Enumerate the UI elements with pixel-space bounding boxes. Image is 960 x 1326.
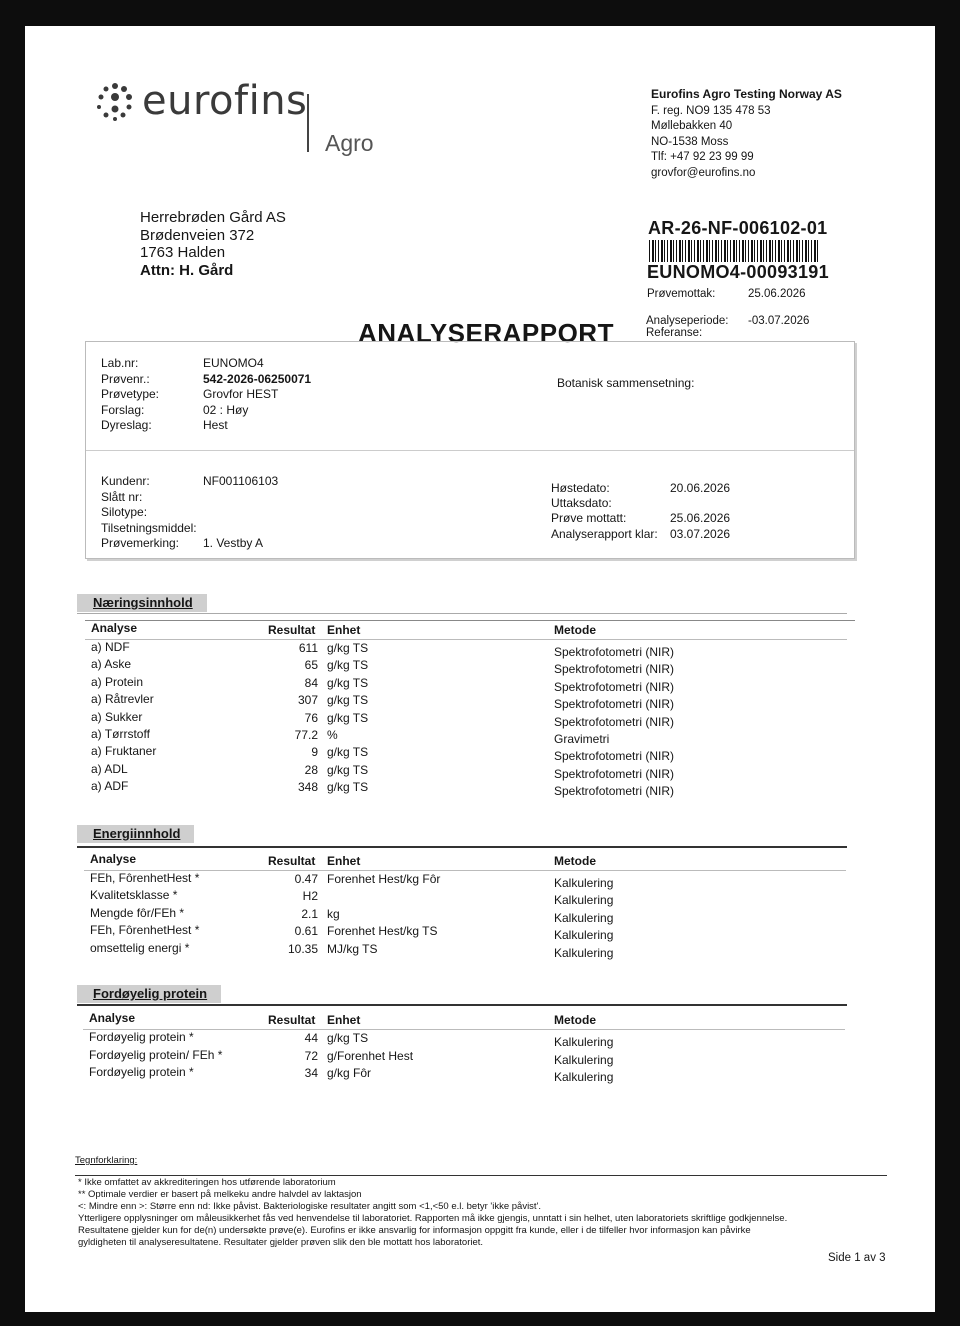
table-cell-enhet: g/kg TS (327, 1031, 369, 1045)
table-cell-analyse: a) Tørrstoff (91, 727, 150, 741)
table-cell-analyse: FEh, FôrenhetHest * (90, 923, 200, 938)
table-cell-analyse: Fordøyelig protein * (89, 1065, 194, 1080)
column-header-enhet: Enhet (327, 623, 361, 637)
info-value: 542-2026-06250071 (203, 371, 312, 386)
info-label: Kundenr: (101, 474, 150, 488)
table-cell-resultat: 348 (297, 780, 318, 795)
legend-line: * Ikke omfattet av akkrediteringen hos utførende laboratorium (78, 1177, 336, 1188)
table-cell-enhet: g/kg TS (327, 710, 369, 725)
referanse-label: Referanse: (646, 327, 703, 339)
table-cell-resultat: 84 (304, 675, 318, 690)
table-cell-resultat: 77.2 (294, 728, 318, 742)
info-value: 02 : Høy (203, 402, 249, 417)
table-cell-analyse: Mengde fôr/FEh * (90, 905, 185, 920)
info-value: Hest (203, 418, 228, 432)
table-cell-enhet: MJ/kg TS (327, 941, 378, 956)
table-cell-analyse: a) ADF (91, 779, 129, 794)
column-header-analyse: Analyse (91, 621, 138, 635)
column-header-metode: Metode (554, 1013, 596, 1027)
table-cell-enhet: g/kg TS (327, 780, 369, 795)
table-cell-enhet: % (327, 728, 338, 742)
table-cell-metode: Spektrofotometri (NIR) (554, 662, 675, 677)
company-postal: NO-1538 Moss (651, 135, 729, 148)
table-cell-enhet: g/kg Fôr (327, 1066, 372, 1081)
table-cell-analyse: a) ADL (91, 761, 128, 776)
info-label: Uttaksdato: (551, 496, 612, 511)
table-cell-analyse: Fordøyelig protein * (89, 1030, 194, 1044)
info-value: NF001106103 (203, 474, 279, 488)
info-label: Høstedato: (551, 481, 610, 495)
table-cell-enhet: g/kg TS (327, 641, 369, 655)
table-cell-analyse: Fordøyelig protein/ FEh * (89, 1047, 223, 1062)
botanisk-label: Botanisk sammensetning: (557, 376, 695, 390)
info-label: Tilsetningsmiddel: (101, 520, 197, 535)
company-address (651, 87, 842, 181)
legend-lines (78, 1177, 787, 1249)
info-value: 03.07.2026 (670, 526, 731, 541)
table-cell-resultat: 2.1 (301, 906, 318, 921)
table-cell-metode: Spektrofotometri (NIR) (554, 697, 675, 712)
provemottak-label: Prøvemottak: (647, 288, 716, 300)
recipient-postal: 1763 Halden (140, 244, 226, 261)
legend-title: Tegnforklaring: (75, 1155, 138, 1166)
table-header-rule (85, 639, 847, 640)
recipient-address (140, 209, 286, 279)
report-number: AR-26-NF-006102-01 (648, 218, 828, 238)
table-cell-metode: Spektrofotometri (NIR) (554, 714, 675, 729)
section-title-naering: Næringsinnhold (77, 594, 207, 612)
table-cell-enhet: g/kg TS (327, 675, 369, 690)
periode-label: Analyseperiode: (646, 315, 729, 327)
column-header-metode: Metode (554, 854, 596, 868)
column-header-enhet: Enhet (327, 1013, 361, 1027)
table-cell-enhet: g/kg TS (327, 693, 369, 708)
table-header-rule (83, 1029, 845, 1030)
info-value: 25.06.2026 (670, 511, 731, 526)
table-cell-resultat: 0.61 (294, 924, 318, 939)
table-cell-analyse: a) Råtrevler (91, 692, 154, 707)
legend-line: gyldigheten til analyseresultatene. Resultater gjelder prøven slik den ble mottatt hos laboratoriet. (78, 1237, 484, 1248)
table-cell-enhet: kg (327, 906, 340, 921)
table-cell-metode: Kalkulering (554, 1035, 614, 1049)
info-label: Lab.nr: (101, 356, 139, 370)
table-cell-metode: Kalkulering (554, 876, 614, 890)
legend-line: ** Optimale verdier er basert på melkeku andre halvdel av laktasjon (78, 1189, 362, 1200)
info-value: EUNOMO4 (203, 356, 264, 370)
provemottak-value: 25.06.2026 (748, 288, 806, 300)
info-label: Silotype: (101, 505, 148, 519)
info-label: Slått nr: (101, 489, 143, 504)
column-header-metode: Metode (554, 623, 596, 637)
table-cell-analyse: a) Aske (91, 657, 132, 672)
table-cell-analyse: a) Sukker (91, 709, 143, 724)
column-header-resultat: Resultat (268, 623, 316, 637)
company-email: grovfor@eurofins.no (651, 166, 756, 179)
recipient-attn: Attn: H. Gård (140, 261, 234, 279)
company-name: Eurofins Agro Testing Norway AS (651, 87, 842, 101)
table-cell-metode: Spektrofotometri (NIR) (554, 784, 675, 799)
sample-info-box (85, 341, 855, 559)
table-cell-resultat: 65 (304, 658, 318, 673)
table-cell-metode: Spektrofotometri (NIR) (554, 679, 675, 694)
page-title: ANALYSERAPPORT (358, 318, 614, 348)
column-header-resultat: Resultat (268, 1013, 316, 1027)
table-cell-resultat: 10.35 (287, 941, 318, 956)
info-label: Dyreslag: (101, 418, 152, 432)
info-value: 20.06.2026 (670, 481, 731, 495)
info-divider (86, 450, 854, 451)
section-rule (77, 613, 847, 614)
table-cell-resultat: 9 (311, 745, 318, 760)
table-cell-metode: Spektrofotometri (NIR) (554, 749, 675, 764)
table-cell-metode: Spektrofotometri (NIR) (554, 766, 675, 781)
column-header-analyse: Analyse (89, 1011, 136, 1025)
logo-subbrand: Agro (325, 130, 374, 156)
company-street: Møllebakken 40 (651, 120, 733, 132)
section-title-energi: Energiinnhold (77, 825, 194, 843)
table-cell-metode: Kalkulering (554, 1070, 614, 1085)
table-cell-resultat: 72 (304, 1048, 318, 1063)
table-cell-analyse: a) Protein (91, 674, 144, 689)
legend-line: Resultatene gjelder kun for de(n) undersøkte prøve(e). Eurofins er ikke ansvarlig for informasjon oppgitt fra kunde, eller i de tilfeller hvor informasjon kan påvirke (78, 1225, 751, 1236)
column-header-resultat: Resultat (268, 854, 316, 868)
table-cell-analyse: a) NDF (91, 640, 130, 654)
table-cell-enhet: g/kg TS (327, 658, 369, 673)
table-top-rule (85, 620, 855, 621)
table-cell-enhet: g/kg TS (327, 745, 369, 760)
table-cell-metode: Kalkulering (554, 910, 614, 925)
table-cell-analyse: Kvalitetsklasse * (90, 888, 178, 903)
table-cell-metode: Kalkulering (554, 893, 614, 908)
barcode (649, 240, 819, 262)
logo-wordmark: eurofins (142, 78, 308, 124)
legend-line: <: Mindre enn >: Større enn nd: Ikke påvist. Bakteriologiske resultater angitt som <1,<50 e.l. betyr 'ikke påvist'. (78, 1201, 542, 1212)
logo-divider (307, 94, 309, 152)
sample-code: EUNOMO4-00093191 (647, 262, 829, 282)
info-value: 1. Vestby A (203, 536, 264, 550)
table-cell-resultat: 34 (304, 1066, 318, 1081)
info-label: Prøvemerking: (101, 536, 180, 550)
table-cell-resultat: 0.47 (294, 872, 318, 886)
column-header-enhet: Enhet (327, 854, 361, 868)
table-cell-resultat: 307 (297, 693, 318, 708)
table-cell-enhet: g/kg TS (327, 762, 369, 777)
table-cell-enhet: Forenhet Hest/kg TS (327, 924, 438, 939)
info-value: Grovfor HEST (203, 387, 279, 401)
table-cell-enhet: Forenhet Hest/kg Fôr (327, 872, 441, 886)
info-label: Prøvetype: (101, 387, 160, 401)
column-header-analyse: Analyse (90, 852, 137, 866)
info-label: Prøve mottatt: (551, 511, 627, 526)
table-cell-metode: Spektrofotometri (NIR) (554, 645, 675, 659)
info-label: Forslag: (101, 402, 145, 417)
table-cell-analyse: FEh, FôrenhetHest * (90, 871, 200, 885)
table-cell-metode: Kalkulering (554, 945, 614, 960)
table-cell-metode: Gravimetri (554, 732, 610, 746)
table-cell-metode: Kalkulering (554, 1052, 614, 1067)
legend-line: Ytterligere opplysninger om måleusikkerhet fås ved henvendelse til laboratoriet. Rapporten må ikke gjengis, unntatt i sin helhet, uten laboratoriets skriftlige godkjennelse. (78, 1213, 788, 1224)
page-number: Side 1 av 3 (828, 1252, 886, 1264)
table-cell-analyse: a) Fruktaner (91, 744, 157, 759)
info-label: Analyserapport klar: (551, 526, 658, 541)
section-title-protein: Fordøyelig protein (77, 985, 221, 1003)
table-cell-resultat: 611 (298, 641, 318, 655)
legend-rule (75, 1175, 887, 1176)
recipient-name: Herrebrøden Gård AS (140, 209, 286, 226)
info-label: Prøvenr.: (101, 371, 150, 386)
table-cell-resultat: 28 (304, 762, 318, 777)
table-cell-analyse: omsettelig energi * (90, 940, 190, 955)
eurofins-logo-dots-icon (93, 82, 137, 122)
recipient-street: Brødenveien 372 (140, 226, 255, 244)
table-cell-resultat: H2 (302, 889, 318, 904)
table-cell-resultat: 76 (304, 710, 318, 725)
section-rule (77, 1004, 847, 1006)
table-cell-resultat: 44 (304, 1031, 318, 1045)
section-rule (77, 846, 847, 848)
table-cell-enhet: g/Forenhet Hest (327, 1048, 414, 1063)
table-cell-metode: Kalkulering (554, 928, 614, 943)
report-page (25, 26, 935, 1312)
periode-value: -03.07.2026 (748, 315, 810, 327)
company-freg: F. reg. NO9 135 478 53 (651, 104, 771, 117)
company-phone: Tlf: +47 92 23 99 99 (651, 151, 754, 163)
